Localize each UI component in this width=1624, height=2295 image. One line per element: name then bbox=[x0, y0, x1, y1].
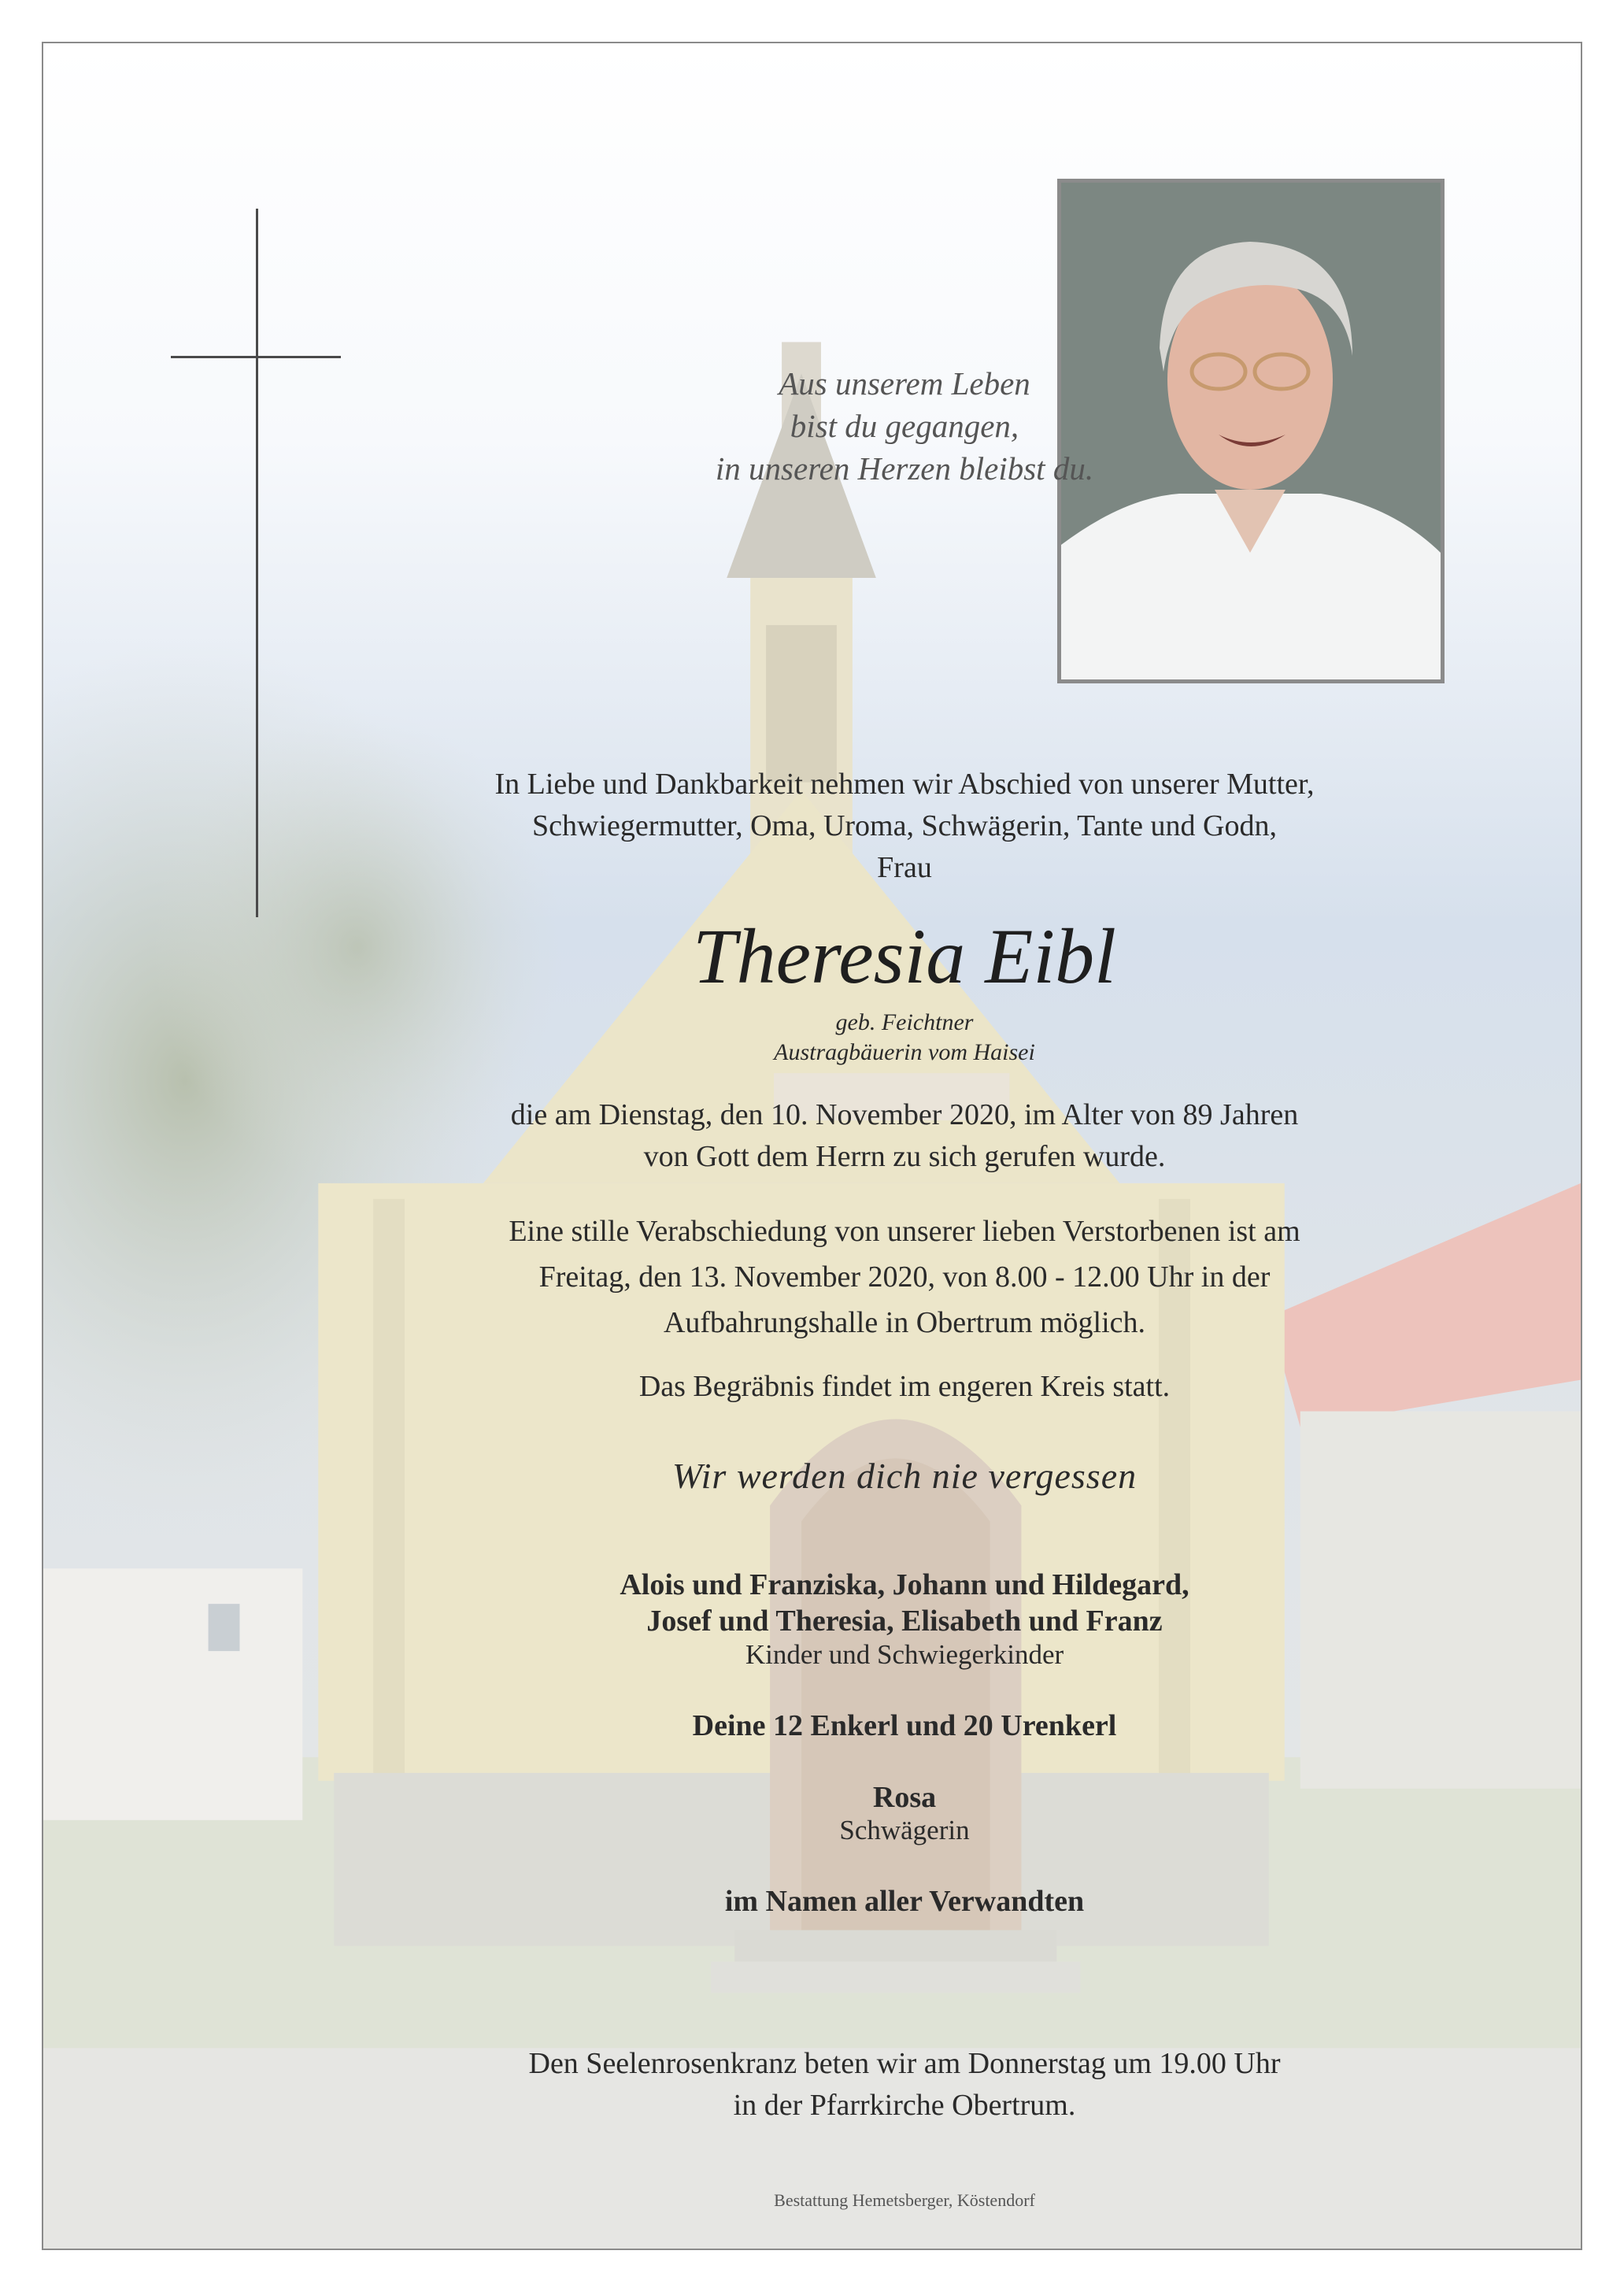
children-line: Alois und Franziska, Johann und Hildegard, bbox=[620, 1568, 1189, 1601]
motto-line: in unseren Herzen bleibst du. bbox=[715, 450, 1094, 487]
motto-line: Aus unserem Leben bbox=[779, 365, 1030, 402]
children-names bbox=[279, 1567, 1530, 1639]
cross-icon-bar bbox=[171, 356, 341, 358]
motto-line: bist du gegangen, bbox=[790, 408, 1019, 444]
children-caption: Kinder und Schwiegerkinder bbox=[745, 1639, 1064, 1670]
deceased-details bbox=[279, 1008, 1530, 1068]
farewell-line: Freitag, den 13. November 2020, von 8.00 - 12.00 Uhr in der bbox=[538, 1260, 1271, 1294]
remembrance-line: Wir werden dich nie vergessen bbox=[671, 1456, 1138, 1496]
farewell-notice bbox=[279, 1209, 1530, 1346]
grandchildren-line: Deine 12 Enkerl und 20 Urenkerl bbox=[692, 1709, 1117, 1742]
death-notice-line: von Gott dem Herrn zu sich gerufen wurde. bbox=[643, 1140, 1166, 1173]
birth-name: geb. Feichtner bbox=[835, 1009, 974, 1035]
children-line: Josef und Theresia, Elisabeth und Franz bbox=[646, 1605, 1163, 1638]
intro-line: Schwiegermutter, Oma, Uroma, Schwägerin, Tante und Godn, bbox=[532, 809, 1277, 842]
obituary-card bbox=[42, 42, 1582, 2250]
intro-text bbox=[279, 764, 1530, 889]
sister-in-law-caption: Schwägerin bbox=[839, 1815, 970, 1845]
deceased-name: Theresia Eibl bbox=[693, 912, 1116, 1000]
rosary-line: Den Seelenrosenkranz beten wir am Donnerstag um 19.00 Uhr bbox=[528, 2047, 1281, 2080]
death-notice bbox=[279, 1094, 1530, 1178]
burial-notice: Das Begräbnis findet im engeren Kreis statt. bbox=[638, 1370, 1171, 1403]
intro-line: Frau bbox=[877, 851, 932, 884]
farewell-line: Aufbahrungshalle in Obertrum möglich. bbox=[663, 1306, 1146, 1339]
rosary-notice bbox=[279, 2043, 1530, 2127]
cross-icon bbox=[256, 209, 258, 917]
intro-line: In Liebe und Dankbarkeit nehmen wir Abschied von unserer Mutter, bbox=[494, 768, 1315, 801]
farewell-line: Eine stille Verabschiedung von unserer lieben Verstorbenen ist am bbox=[509, 1215, 1300, 1248]
death-notice-line: die am Dienstag, den 10. November 2020, im Alter von 89 Jahren bbox=[510, 1098, 1299, 1131]
deceased-title: Austragbäuerin vom Haisei bbox=[774, 1039, 1035, 1065]
rosary-line: in der Pfarrkirche Obertrum. bbox=[733, 2089, 1076, 2122]
motto-verse bbox=[279, 362, 1530, 490]
relatives-line: im Namen aller Verwandten bbox=[724, 1885, 1085, 1918]
funeral-home-footer: Bestattung Hemetsberger, Köstendorf bbox=[774, 2190, 1035, 2210]
sister-in-law-name: Rosa bbox=[872, 1781, 937, 1814]
